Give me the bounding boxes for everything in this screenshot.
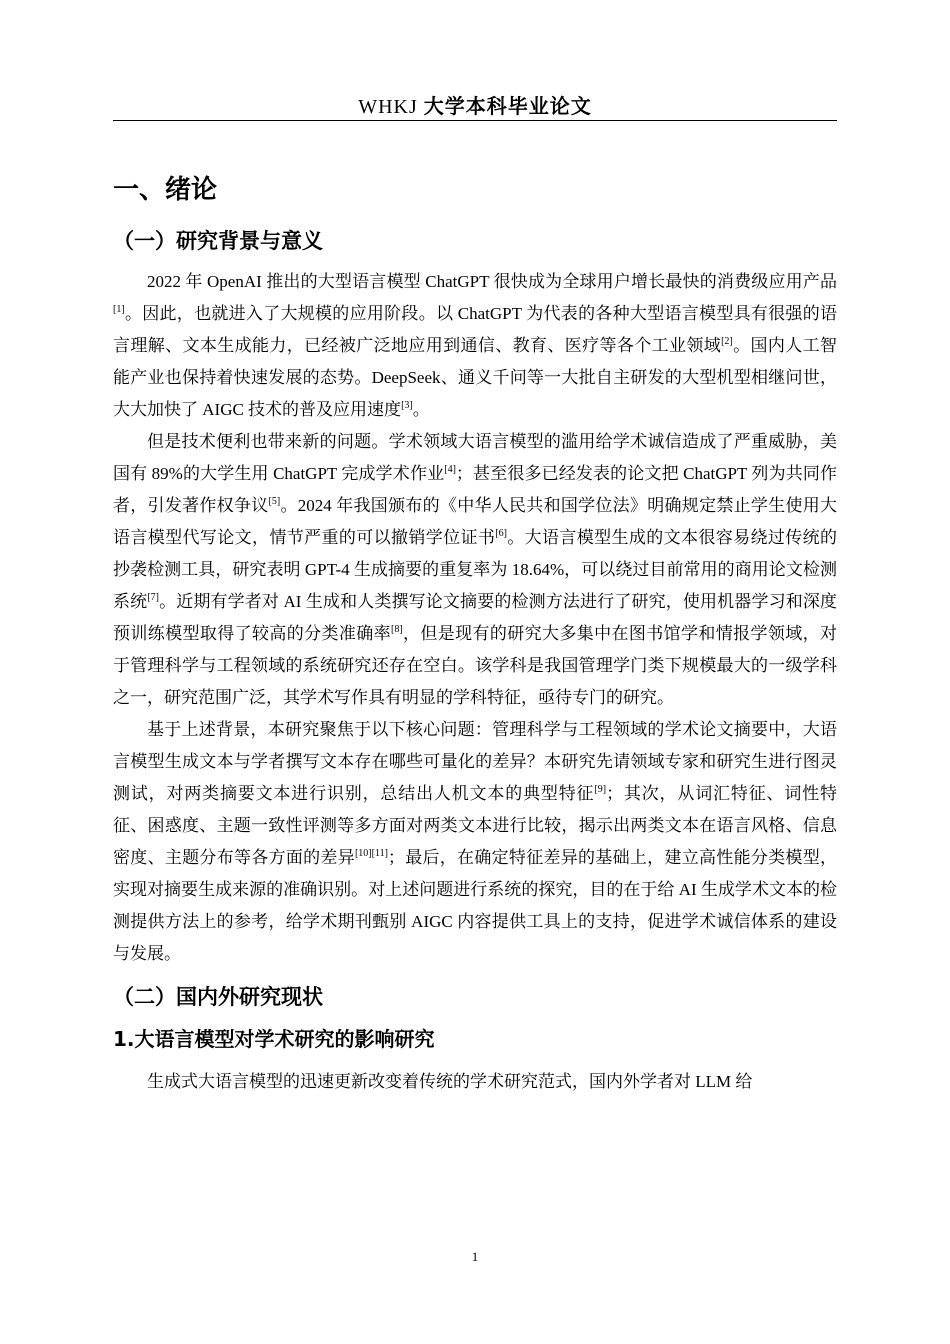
paragraph-text: ；甚至很多已经发表的论文把 ChatGPT 列为共同作者，引发著作权争议 [113, 464, 838, 515]
citation-ref: [4] [444, 464, 456, 475]
paragraph-text: 。 [412, 400, 430, 419]
page-body [113, 170, 837, 1098]
citation-ref: [8] [390, 624, 403, 635]
body-paragraph [113, 714, 837, 970]
paragraph-text: ；最后，在确定特征差异的基础上，建立高性能分类模型，实现对摘要生成来源的准确识别。对上述问题进行系统的探究，目的在于给 AI 生成学术文本的检测提供方法上的参考，给学术期刊甄别 AIGC 内容提供工具上的支持，促进学术诚信体系的建设与发展。 [113, 848, 838, 963]
section-title-research-status: （二）国内外研究现状 [113, 985, 323, 1009]
running-header [113, 92, 837, 121]
citation-ref: [3] [401, 400, 413, 411]
body-paragraph [113, 426, 837, 714]
citation-ref: [2] [721, 336, 733, 347]
paragraph-text: 。大语言模型生成的文本很容易绕过传统的抄袭检测工具，研究表明 GPT-4 生成摘要的重复率为 18.64%，可以绕过目前常用的商用论文检测系统 [113, 528, 838, 611]
paragraph-text: 。近期有学者对 AI 生成和人类撰写论文摘要的检测方法进行了研究，使用机器学习和深度预训练模型取得了较高的分类准确率 [113, 592, 837, 643]
paragraph-text: 基于上述背景，本研究聚焦于以下核心问题：管理科学与工程领域的学术论文摘要中，大语言模型生成文本与学者撰写文本存在哪些可量化的差异？本研究先请领域专家和研究生进行图灵测试，对两类摘要文本进行识别，总结出人机文本的典型特征 [113, 720, 837, 803]
citation-ref: [6] [495, 528, 507, 539]
section-title-background: （一）研究背景与意义 [113, 229, 323, 253]
body-paragraph: 生成式大语言模型的迅速更新改变着传统的学术研究范式，国内外学者对 LLM 给 [147, 1072, 753, 1091]
header-title: 大学本科毕业论文 [423, 94, 592, 118]
paragraph-text: ，但是现有的研究大多集中在图书馆学和情报学领域，对于管理科学与工程领域的系统研究还存在空白。该学科是我国管理学门类下规模最大的一级学科之一，研究范围广泛，其学术写作具有明显的学科特征，亟待专门的研究。 [113, 624, 838, 707]
subsection-title: 1.大语言模型对学术研究的影响研究 [113, 1027, 435, 1051]
citation-ref: [1] [113, 304, 125, 315]
paragraph-text: ；其次，从词汇特征、词性特征、困惑度、主题一致性评测等多方面对两类文本进行比较，揭示出两类文本在语言风格、信息密度、主题分布等各方面的差异 [113, 784, 838, 867]
chapter-title: 一、绪论 [113, 175, 218, 205]
paragraph-text: 。国内人工智能产业也保持着快速发展的态势。DeepSeek、通义千问等一大批自主研发的大型机型相继问世，大大加快了 AIGC 技术的普及应用速度 [113, 336, 838, 419]
citation-ref: [7] [147, 592, 159, 603]
paragraph-text: 。因此，也就进入了大规模的应用阶段。以 ChatGPT 为代表的各种大型语言模型具有很强的语言理解、文本生成能力，已经被广泛地应用到通信、教育、医疗等各个工业领域 [113, 304, 837, 355]
paragraph-text: 。2024 年我国颁布的《中华人民共和国学位法》明确规定禁止学生使用大语言模型代写论文，情节严重的可以撤销学位证书 [113, 496, 838, 547]
body-paragraph [113, 266, 837, 426]
citation-ref: [5] [268, 496, 281, 507]
paragraph-text: 2022 年 OpenAI 推出的大型语言模型 ChatGPT 很快成为全球用户增长最快的消费级应用产品 [147, 272, 837, 291]
header-latin: WHKJ [358, 96, 418, 118]
page-number: 1 [471, 1249, 479, 1264]
citation-ref: [10][11] [354, 848, 388, 859]
citation-ref: [9] [594, 784, 607, 795]
paragraph-text: 但是技术便利也带来新的问题。学术领域大语言模型的滥用给学术诚信造成了严重威胁，美国有 89%的大学生用 ChatGPT 完成学术作业 [113, 432, 837, 483]
